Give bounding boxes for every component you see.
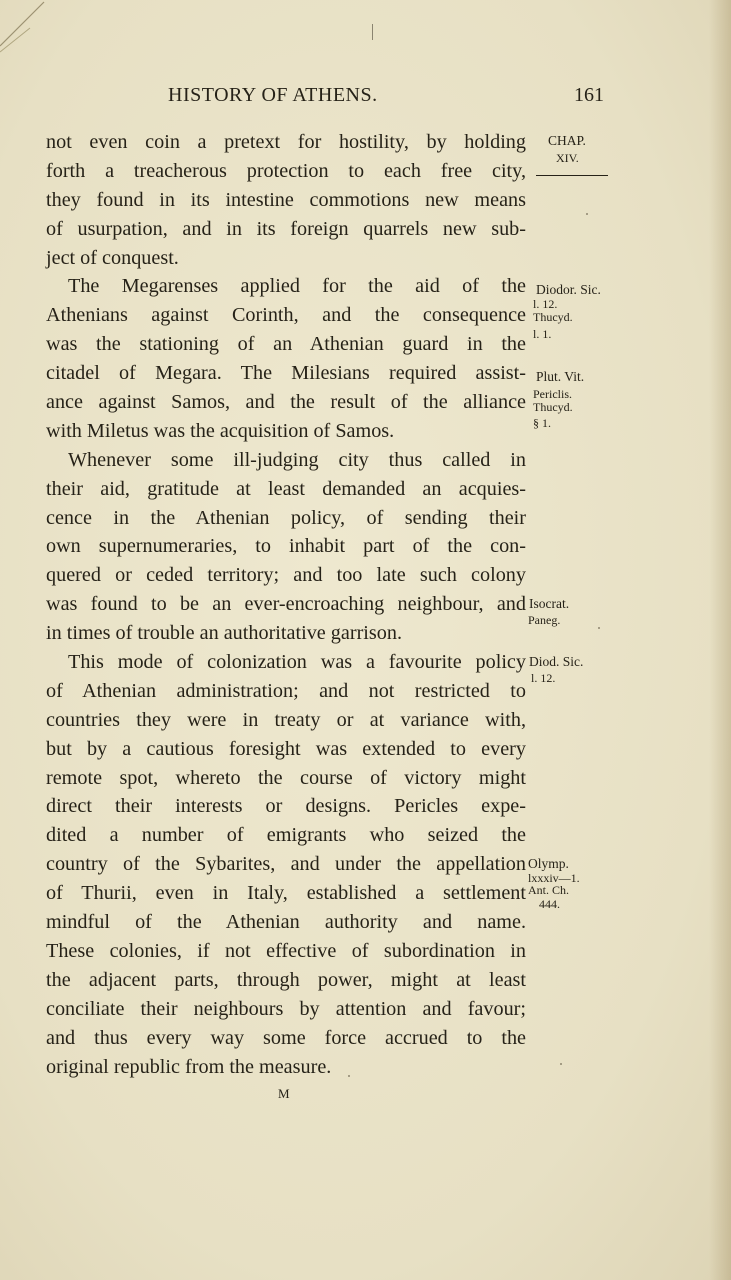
top-tick-mark xyxy=(372,24,373,40)
text-line: original republic from the measure. xyxy=(46,1055,332,1078)
margin-chap-number: XIV. xyxy=(556,151,579,165)
signature-mark: M xyxy=(278,1086,290,1101)
margin-note-diod: Diod. Sic. xyxy=(529,654,584,669)
text-line: dited a number of emigrants who seized the xyxy=(46,824,526,847)
text-line: This mode of colonization was a favourite policy xyxy=(68,651,526,674)
text-line: ject of conquest. xyxy=(46,246,179,269)
margin-note-olympiad: lxxxiv—1. xyxy=(528,871,580,885)
text-line: These colonies, if not effective of subordination in xyxy=(46,939,526,962)
text-line: own supernumeraries, to inhabit part of the con- xyxy=(46,535,526,558)
text-line: of usurpation, and in its foreign quarrels new sub- xyxy=(46,217,526,240)
body-text xyxy=(46,128,526,1081)
margin-note-antch: Ant. Ch. xyxy=(528,883,570,897)
margin-note-thucyd: Thucyd. xyxy=(533,400,573,414)
text-line: The Megarenses applied for the aid of the xyxy=(68,275,526,298)
margin-note-section: § 1. xyxy=(533,416,551,430)
text-line: citadel of Megara. The Milesians required assist- xyxy=(46,362,526,385)
margin-note-isocrat: Isocrat. xyxy=(529,596,570,611)
text-line: and thus every way some force accrued to the xyxy=(46,1026,526,1049)
margin-note-olymp: Olymp. xyxy=(528,856,569,871)
margin-note-periclis: Periclis. xyxy=(533,387,572,401)
margin-note-year: 444. xyxy=(539,897,560,911)
margin-note-plut: Plut. Vit. xyxy=(536,369,585,384)
text-line: in times of trouble an authoritative garrison. xyxy=(46,622,402,645)
text-line: ance against Samos, and the result of the alliance xyxy=(46,391,526,414)
page-number: 161 xyxy=(574,84,604,106)
text-line: direct their interests or designs. Pericles expe- xyxy=(46,795,526,818)
text-line: of Thurii, even in Italy, established a settlement xyxy=(46,882,526,905)
text-line: countries they were in treaty or at variance with, xyxy=(46,708,526,731)
text-line: the adjacent parts, through power, might at least xyxy=(46,968,526,991)
margin-note-line: l. 12. xyxy=(533,297,558,311)
margin-note-thucyd: Thucyd. xyxy=(533,310,573,324)
margin-note-line: l. 12. xyxy=(531,671,556,685)
text-line: conciliate their neighbours by attention and favour; xyxy=(46,997,526,1020)
text-line: their aid, gratitude at least demanded an acquies- xyxy=(46,477,526,500)
text-line: forth a treacherous protection to each free city, xyxy=(46,159,526,182)
text-line: Athenians against Corinth, and the consequence xyxy=(46,304,526,327)
chapter-rule xyxy=(536,175,608,176)
margin-note-paneg: Paneg. xyxy=(528,613,561,627)
folded-corner-mark xyxy=(0,0,60,60)
text-line: they found in its intestine commotions new means xyxy=(46,188,526,211)
text-line: quered or ceded territory; and too late such colony xyxy=(46,564,526,587)
text-line: not even coin a pretext for hostility, by holding xyxy=(46,131,526,153)
running-head: HISTORY OF ATHENS. xyxy=(168,84,378,106)
text-line: with Miletus was the acquisition of Samos. xyxy=(46,419,395,442)
paper-speck xyxy=(586,213,588,215)
text-line: was found to be an ever-encroaching neighbour, and xyxy=(46,593,526,616)
paper-speck xyxy=(348,1075,350,1077)
margin-note-diodor: Diodor. Sic. xyxy=(536,282,601,297)
text-line: cence in the Athenian policy, of sending their xyxy=(46,506,526,529)
text-line: remote spot, whereto the course of victory might xyxy=(46,766,526,789)
text-line: country of the Sybarites, and under the appellation xyxy=(46,853,526,876)
text-line: Whenever some ill-judging city thus called in xyxy=(68,448,526,471)
text-line: mindful of the Athenian authority and name. xyxy=(46,911,526,934)
text-line: of Athenian administration; and not restricted to xyxy=(46,679,526,702)
text-line: but by a cautious foresight was extended to every xyxy=(46,737,526,760)
margin-note-line: l. 1. xyxy=(533,327,552,341)
paper-speck xyxy=(598,627,600,629)
page-edge-shadow xyxy=(709,0,731,1280)
paper-speck xyxy=(560,1063,562,1065)
margin-chap: CHAP. xyxy=(548,133,586,148)
text-line: was the stationing of an Athenian guard in the xyxy=(46,333,526,356)
